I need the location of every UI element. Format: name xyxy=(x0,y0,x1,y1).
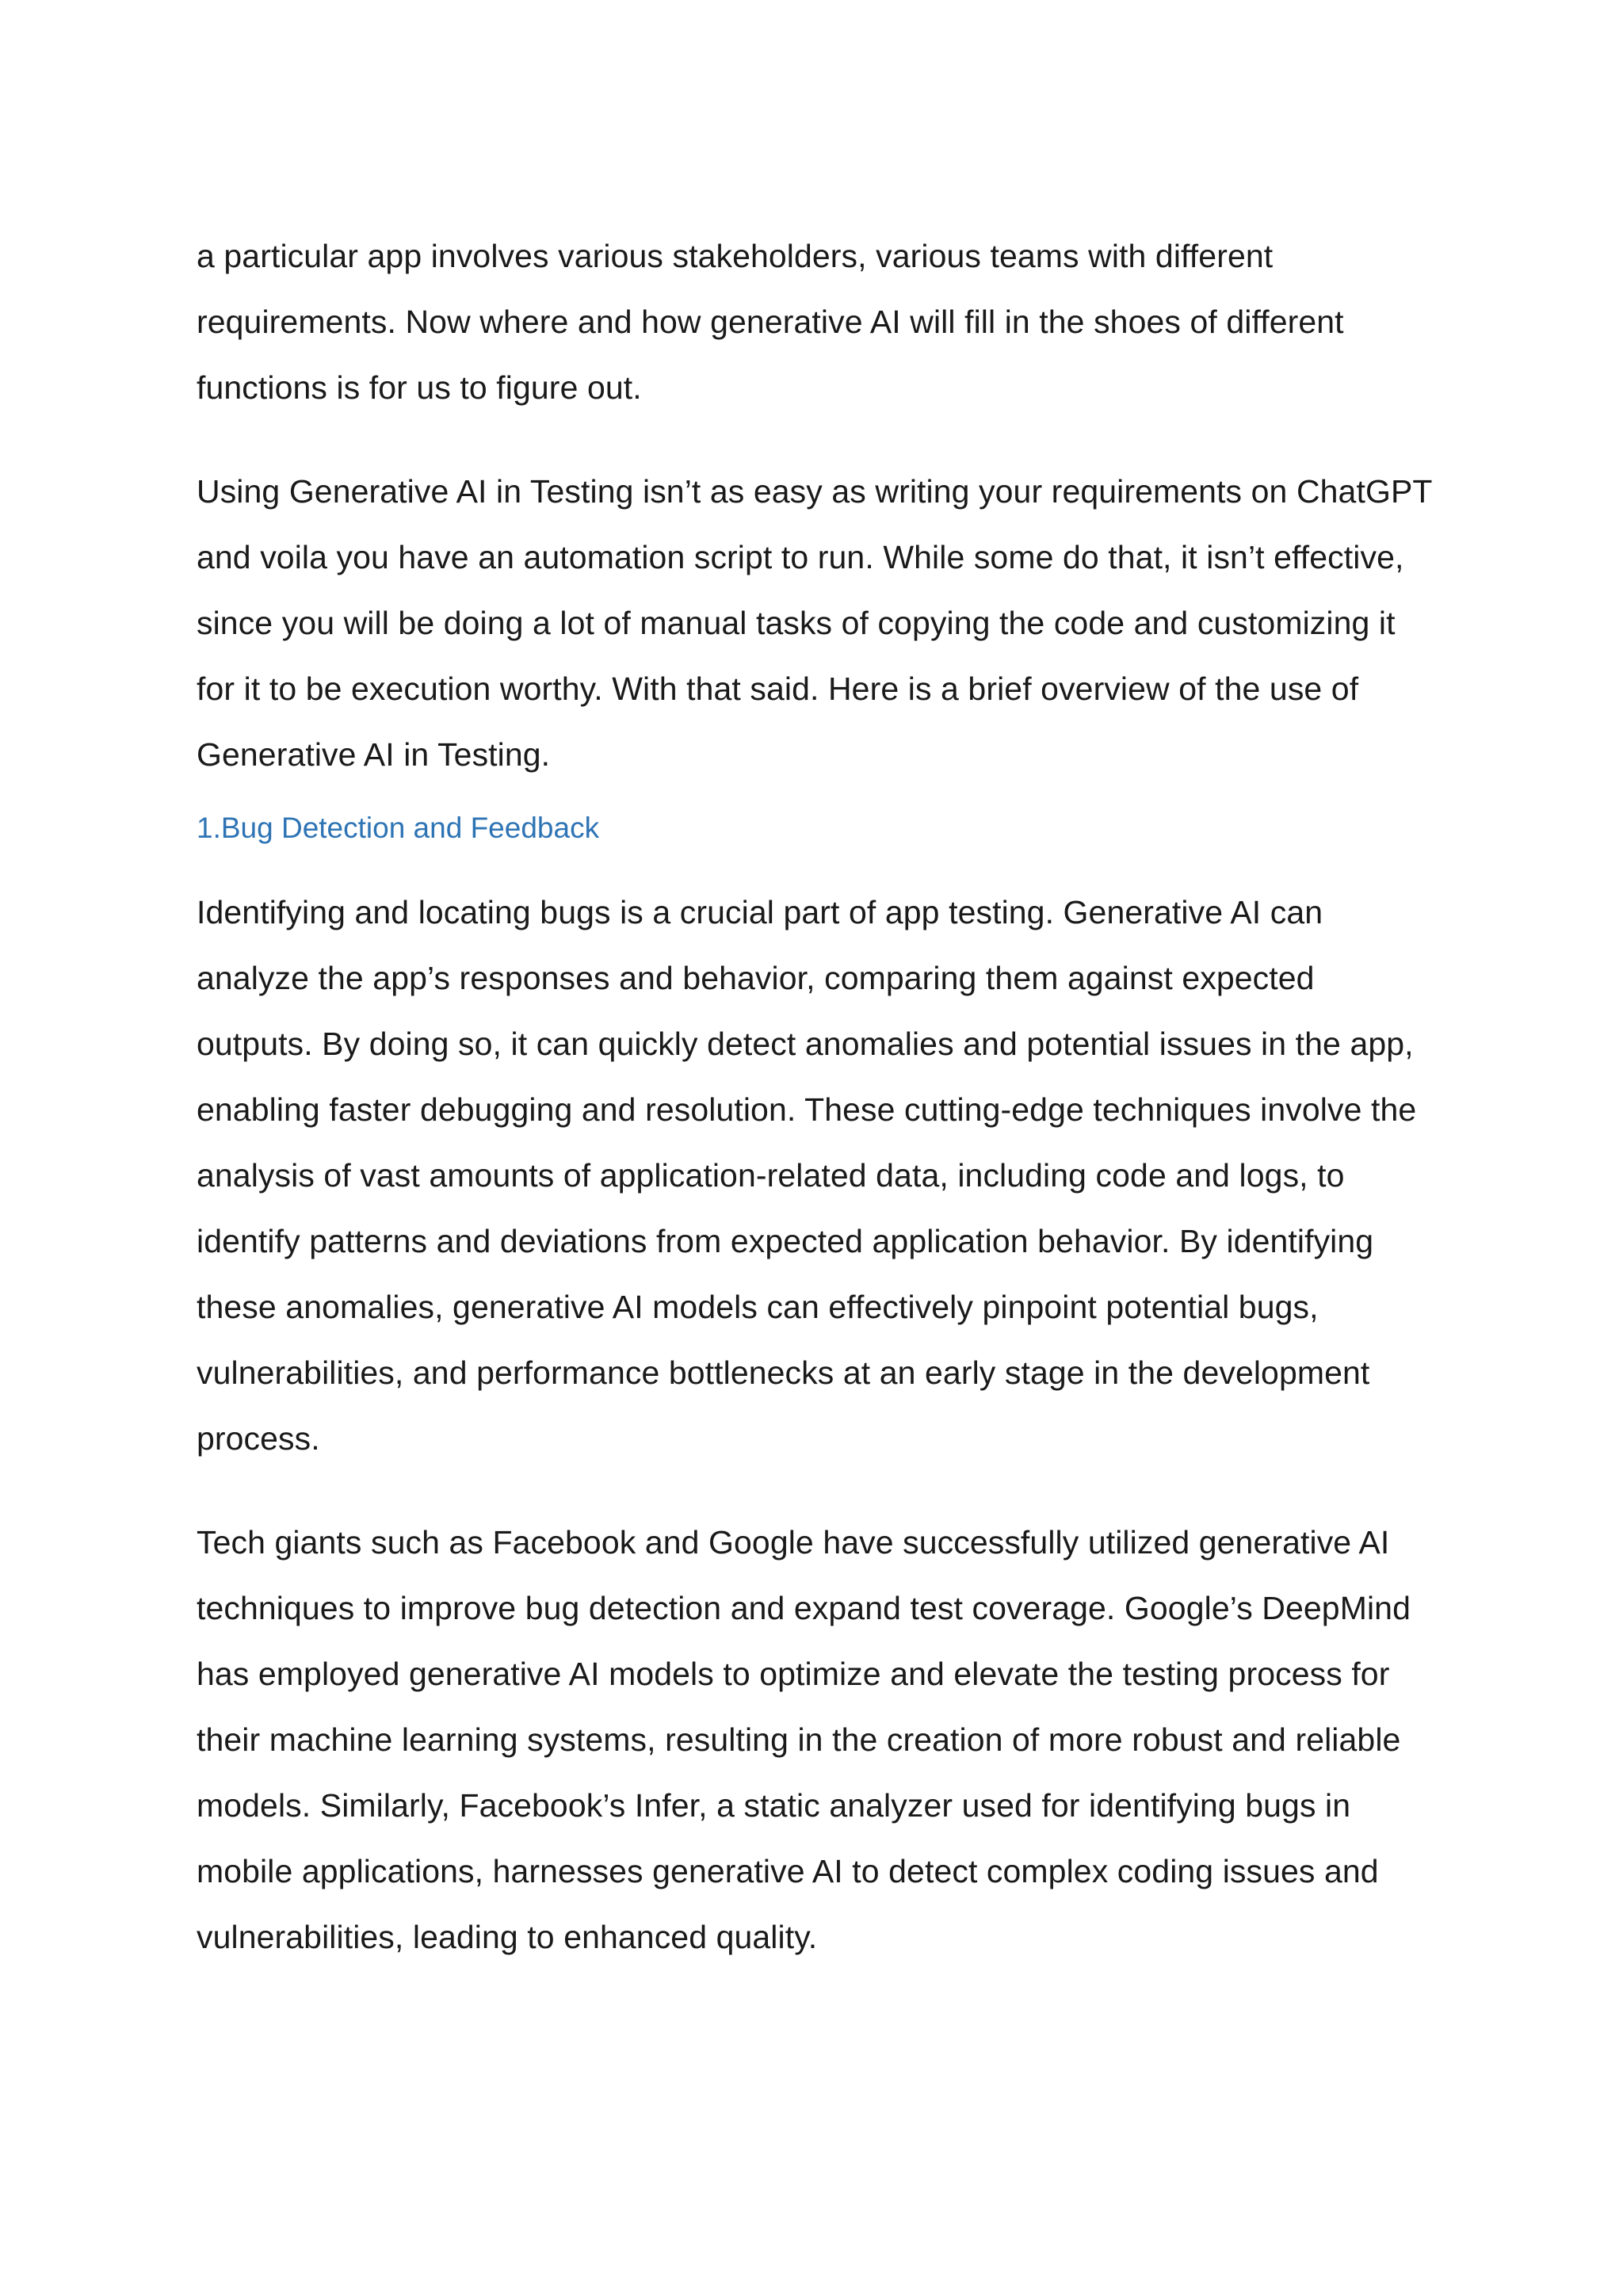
paragraph-spacer xyxy=(197,421,1433,459)
section-heading-bug-detection: 1.Bug Detection and Feedback xyxy=(197,812,600,844)
paragraph-tech-giants: Tech giants such as Facebook and Google have successfully utilized generative AI techniques to improve bug detection and expand test coverage. Google’s DeepMind has employed generative AI models to optimize and elevate the testing process for their machine learning systems, resulting in the creation of more robust and reliable models. Similarly, Facebook’s Infer, a static analyzer used for identifying bugs in mobile applications, harnesses generative AI to detect complex coding issues and vulnerabilities, leading to enhanced quality. xyxy=(197,1524,1411,1955)
paragraph-stakeholders: a particular app involves various stakeholders, various teams with different requirements. Now where and how generative AI will fill in the shoes of different functions is for us to figure out. xyxy=(197,238,1344,406)
heading-spacer xyxy=(197,850,1433,880)
document-body xyxy=(197,223,1433,1970)
paragraph-generative-ai-overview: Using Generative AI in Testing isn’t as easy as writing your requirements on ChatGPT and voila you have an automation script to run. While some do that, it isn’t effective, since you will be doing a lot of manual tasks of copying the code and customizing it for it to be execution worthy. With that said. Here is a brief overview of the use of Generative AI in Testing. xyxy=(197,473,1432,773)
paragraph-spacer xyxy=(197,1472,1433,1510)
paragraph-bug-identification: Identifying and locating bugs is a crucial part of app testing. Generative AI can analyze the app’s responses and behavior, comparing them against expected outputs. By doing so, it can quickly detect anomalies and potential issues in the app, enabling faster debugging and resolution. These cutting-edge techniques involve the analysis of vast amounts of application-related data, including code and logs, to identify patterns and deviations from expected application behavior. By identifying these anomalies, generative AI models can effectively pinpoint potential bugs, vulnerabilities, and performance bottlenecks at an early stage in the development process. xyxy=(197,894,1417,1457)
